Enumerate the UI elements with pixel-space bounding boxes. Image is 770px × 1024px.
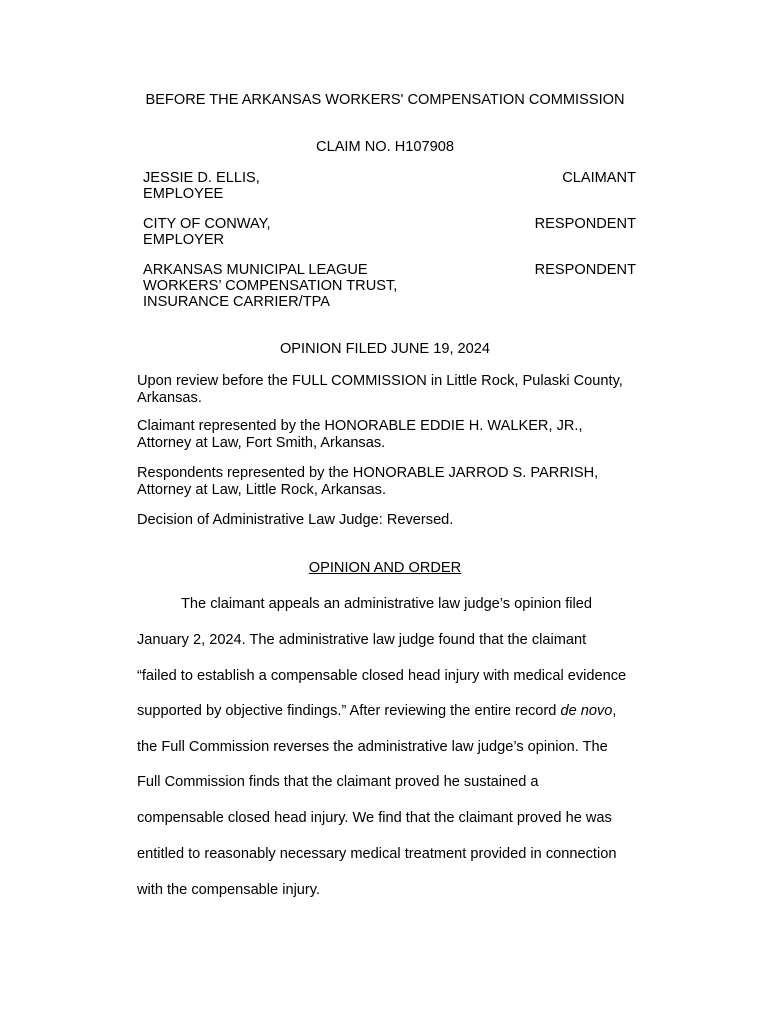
paragraph-line: Arkansas. <box>137 389 202 406</box>
paragraph-line: Respondents represented by the HONORABLE JARROD S. PARRISH, <box>137 465 599 481</box>
party-line: EMPLOYEE <box>143 186 224 202</box>
paragraph-line: Attorney at Law, Fort Smith, Arkansas. <box>137 434 386 451</box>
review-paragraph <box>137 373 623 406</box>
paragraph-line: Claimant represented by the HONORABLE EDDIE H. WALKER, JR., <box>137 418 583 434</box>
respondent-counsel-paragraph <box>137 465 598 498</box>
body-line: January 2, 2024. The administrative law judge found that the claimant <box>137 632 587 648</box>
party-claimant-name <box>143 170 260 202</box>
claimant-counsel-paragraph <box>137 418 583 451</box>
opinion-filed-date: OPINION FILED JUNE 19, 2024 <box>279 341 491 357</box>
party-carrier-role: RESPONDENT <box>534 262 636 278</box>
body-line <box>137 703 616 719</box>
party-employer-role: RESPONDENT <box>534 216 636 232</box>
body-line: with the compensable injury. <box>137 882 321 898</box>
party-line: JESSIE D. ELLIS, <box>143 170 260 186</box>
section-heading: OPINION AND ORDER <box>308 560 462 576</box>
body-text: , <box>612 703 617 719</box>
party-claimant-role: CLAIMANT <box>562 170 636 186</box>
party-line: CITY OF CONWAY, <box>143 216 271 232</box>
body-line: the Full Commission reverses the administrative law judge’s opinion. The <box>137 739 608 755</box>
alj-decision-paragraph <box>137 512 453 529</box>
body-line: The claimant appeals an administrative law judge’s opinion filed <box>181 596 593 612</box>
party-employer-name <box>143 216 271 248</box>
claim-number: CLAIM NO. H107908 <box>316 139 454 155</box>
party-line: ARKANSAS MUNICIPAL LEAGUE <box>143 262 368 278</box>
body-line: entitled to reasonably necessary medical treatment provided in connection <box>137 846 617 862</box>
party-carrier-name <box>143 262 397 310</box>
commission-title: BEFORE THE ARKANSAS WORKERS' COMPENSATION COMMISSION <box>145 92 625 108</box>
party-line: INSURANCE CARRIER/TPA <box>143 294 331 310</box>
paragraph-line: Upon review before the FULL COMMISSION in Little Rock, Pulaski County, <box>137 373 623 389</box>
paragraph-line: Attorney at Law, Little Rock, Arkansas. <box>137 481 387 498</box>
body-line: “failed to establish a compensable closed head injury with medical evidence <box>137 668 627 684</box>
body-text: supported by objective findings.” After reviewing the entire record <box>137 703 561 719</box>
italic-term: de novo <box>560 703 613 719</box>
body-line: compensable closed head injury. We find that the claimant proved he was <box>137 810 612 826</box>
party-line: WORKERS’ COMPENSATION TRUST, <box>143 278 398 294</box>
body-line: Full Commission finds that the claimant proved he sustained a <box>137 774 539 790</box>
party-line: EMPLOYER <box>143 232 225 248</box>
paragraph-line: Decision of Administrative Law Judge: Reversed. <box>137 512 454 528</box>
